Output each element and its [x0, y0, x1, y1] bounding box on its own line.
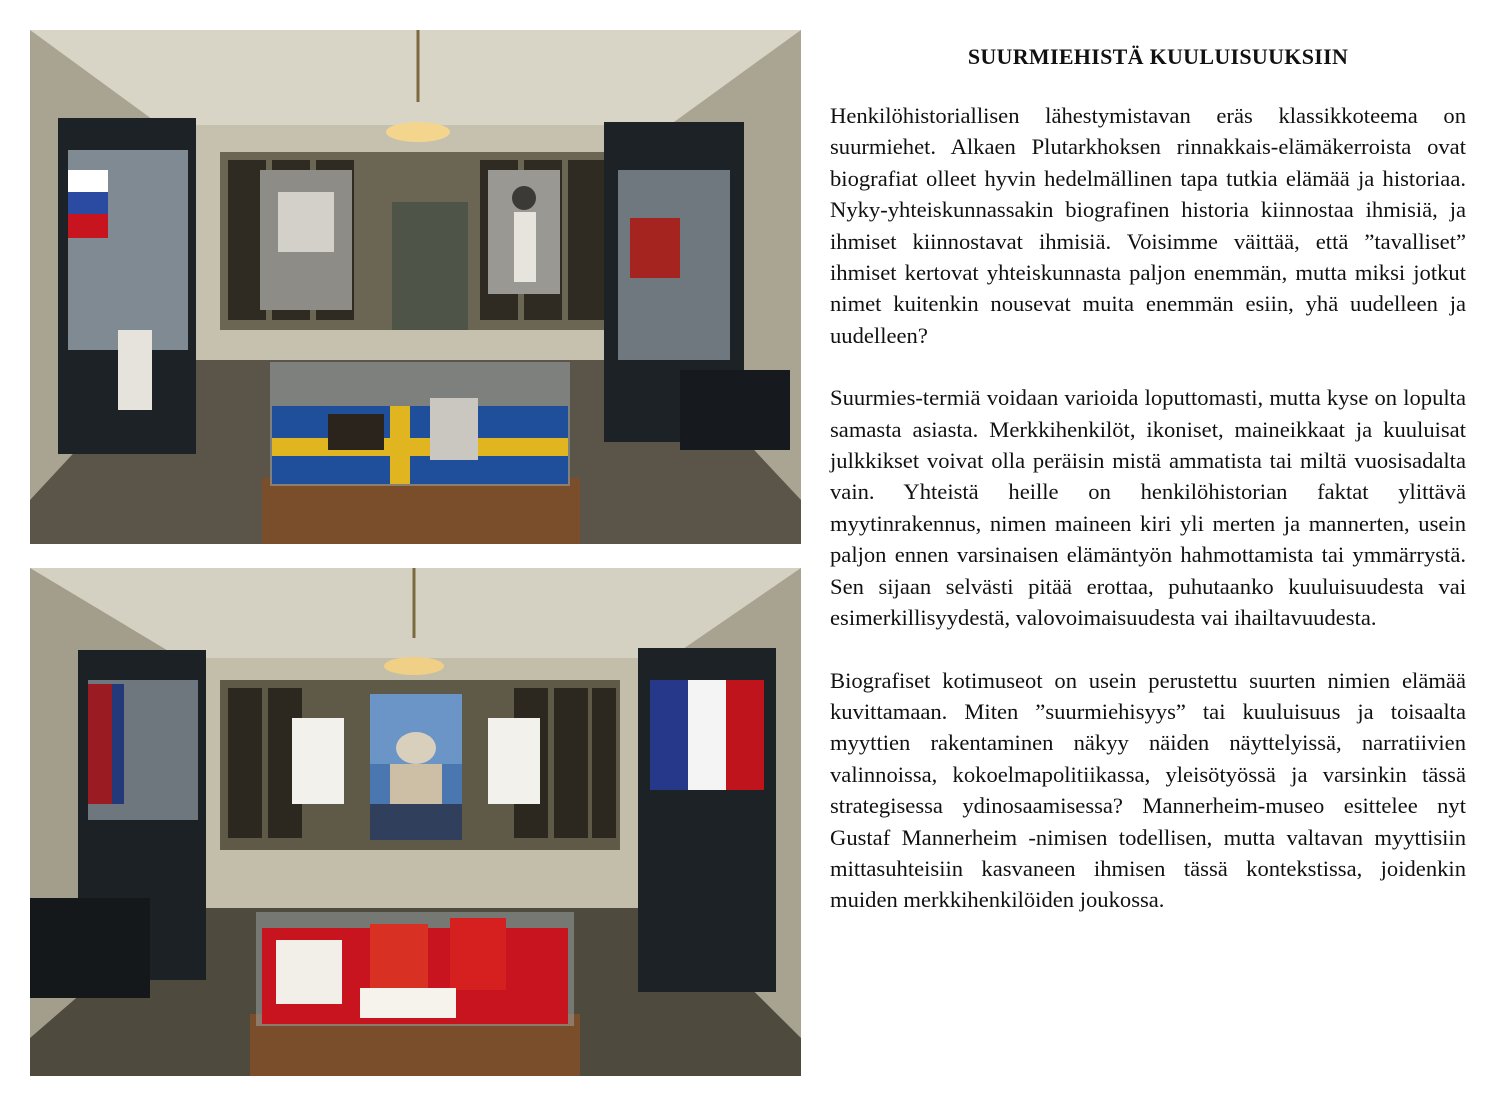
page-title: SUURMIEHISTÄ KUULUISUUKSIIN [967, 44, 1349, 69]
photo-bottom-illustration [30, 568, 801, 1076]
exhibition-photo-top [30, 30, 801, 544]
paragraph-2: Suurmies-termiä voidaan varioida loputtomasti, mutta kyse on lopulta samasta asiasta. Merkkihenkilöt, ikoniset, maineikkaat ja kuuluisat julkkikset voivat olla peräisin mistä ammatista tai miltä vuosisadalta vain. Yhteistä heille on henkilöhistorian faktat ylittävä myytinrakennus, nimen maineen kiri yli merten ja mannerten, usein paljon ennen varsinaisen elämäntyön hahmottamista tai ymmärrystä. Sen sijaan selvästi pitää erottaa, puhutaanko kuuluisuudesta vai esimerkillisyydestä, valovoimaisuudesta vai ihailtavuudesta. [830, 385, 1466, 631]
paragraph-3: Biografiset kotimuseot on usein perustettu suurten nimien elämää kuvittamaan. Miten ”suurmiehisyys” tai kuuluisuus ja toisaalta myyttien rakentaminen näkyy näiden näyttelyissä, narratiivien valinnoissa, kokoelmapolitiikassa, yleisötyössä ja varsinkin tässä strategisessa ydinosaamisessa? Mannerheim-museo esittelee nyt Gustaf Mannerheim -nimisen todellisen, mutta valtavan myyttisiin mittasuhteisiin kasvaneen ihmisen tässä kontekstissa, joidenkin muiden merkkihenkilöiden joukossa. [830, 667, 1466, 913]
paragraph-1: Henkilöhistoriallisen lähestymistavan eräs klassikkoteema on suurmiehet. Alkaen Plutarkhoksen rinnakkais-elämäkerroista ovat biografiat olleet hyvin hedelmällinen tapa tutkia elämää ja historiaa. Nyky-yhteiskunnassakin biografinen historia kiinnostaa ihmisiä, ja ihmiset kiinnostavat ihmisiä. Voisimme väittää, että ”tavalliset” ihmiset kertovat yhteiskunnasta paljon enemmän, mutta miksi jotkut nimet kuitenkin nousevat muita enemmän esiin, yhä uudelleen ja uudelleen? [830, 103, 1466, 348]
article-text [830, 44, 1466, 947]
exhibition-photo-bottom [30, 568, 801, 1076]
photo-top-illustration [30, 30, 801, 544]
